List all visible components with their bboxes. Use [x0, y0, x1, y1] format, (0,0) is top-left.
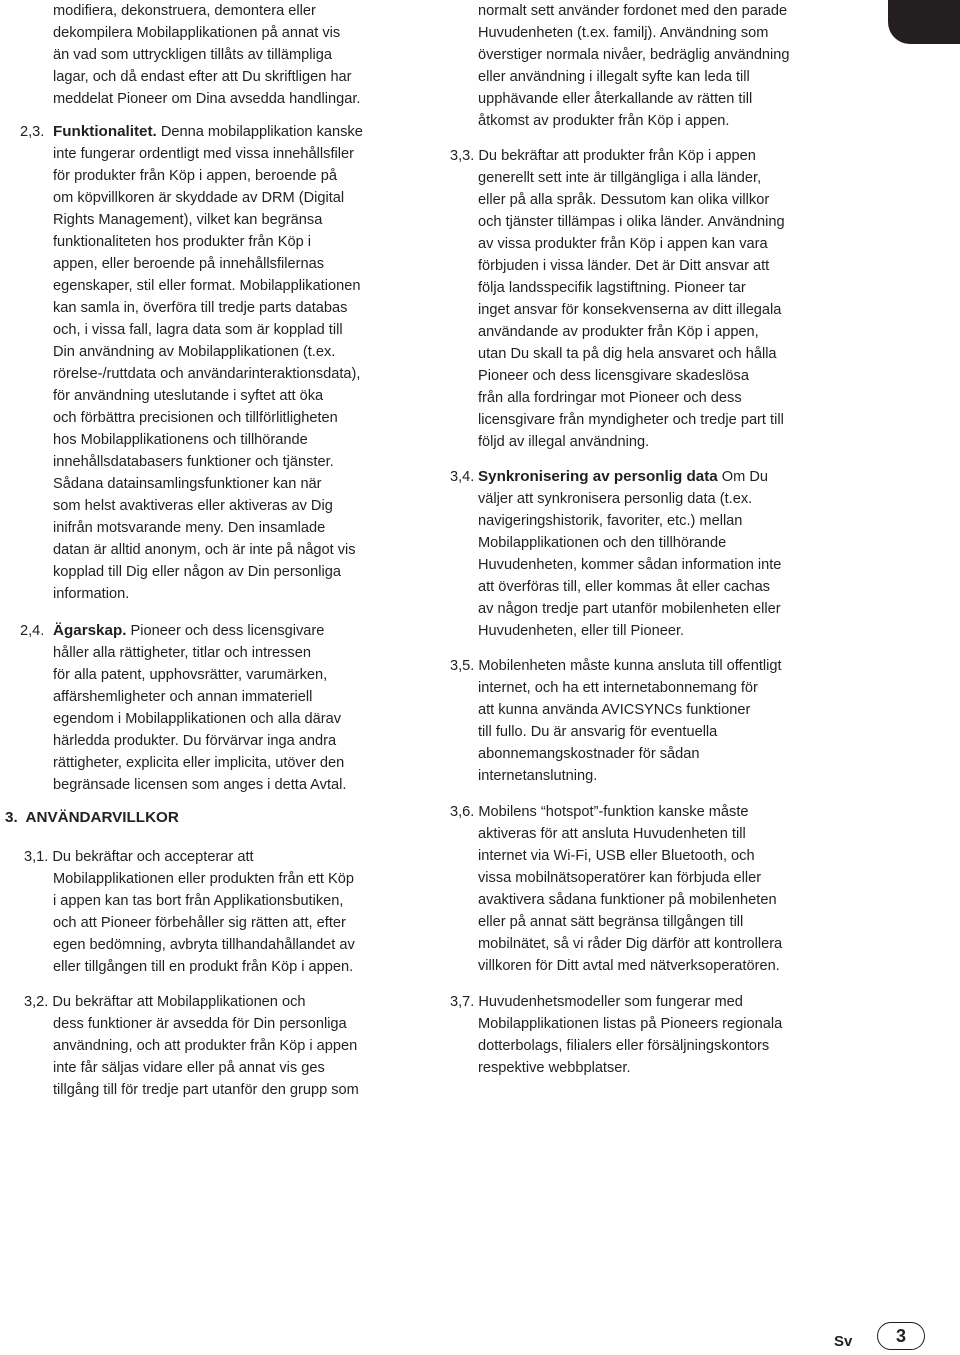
section-3-3-line: följa landsspecifik lagstiftning. Pioneer tar — [478, 280, 746, 296]
section-2-3-line: rörelse-/ruttdata och användarinteraktionsdata), — [53, 366, 361, 382]
section-2-4-line: egendom i Mobilapplikationen och alla därav — [53, 711, 342, 727]
section-2-3-line: funktionaliteten hos produkter från Köp i — [53, 234, 311, 250]
section-3-6-line: internet via Wi-Fi, USB eller Bluetooth, och — [478, 848, 755, 864]
section-3-4-line: av någon tredje part utanför mobilenheten eller — [478, 601, 781, 617]
section-3-3-line: och tjänster tillämpas i olika länder. Användning — [478, 214, 785, 230]
section-number: 2,4. — [20, 623, 45, 639]
section-2-3-line: för produkter från Köp i appen, beroende på — [53, 168, 337, 184]
section-2-3-line: som helst avaktiveras eller aktiveras av Dig — [53, 498, 333, 514]
section-2-3-line: inifrån motsvarande meny. Den insamlade — [53, 520, 326, 536]
section-3-4-line: att överföras till, eller kommas åt eller cachas — [478, 579, 770, 595]
section-2-4-line: begränsade licensen som anges i detta Avtal. — [53, 777, 347, 793]
section-3-1-line: egen bedömning, avbryta tillhandahållandet av — [53, 937, 355, 953]
section-3-5-line: abonnemangskostnader för sådan — [478, 746, 700, 762]
section-text: Pioneer och dess licensgivare — [126, 623, 325, 639]
intro-line: lagar, och då endast efter att Du skriftligen har — [53, 69, 352, 85]
section-3-7-first-line: 3,7. Huvudenhetsmodeller som fungerar med — [450, 994, 743, 1010]
section-3-1-line: och att Pioneer förbehåller sig rätten att, efter — [53, 915, 346, 931]
section-2-3-line: för användning uteslutande i syftet att öka — [53, 388, 324, 404]
section-text: Om Du — [717, 469, 768, 485]
section-title: Ägarskap. — [53, 622, 127, 639]
section-3-4-line: Huvudenheten, eller till Pioneer. — [478, 623, 685, 639]
section-3-6-line: mobilnätet, så vi råder Dig därför att kontrollera — [478, 936, 783, 952]
section-3-5-line: till fullo. Du är ansvarig för eventuella — [478, 724, 718, 740]
intro-line: än vad som uttryckligen tillåts av tillämpliga — [53, 47, 333, 63]
section-3-1-line: Mobilapplikationen eller produkten från ett Köp — [53, 871, 354, 887]
section-3-5-line: internet, och ha ett internetabonnemang för — [478, 680, 758, 696]
section-3-6-first-line: 3,6. Mobilens “hotspot”-funktion kanske måste — [450, 804, 749, 820]
section-3-2-line: tillgång till för tredje part utanför den grupp som — [53, 1082, 359, 1098]
section-3-5-line: internetanslutning. — [478, 768, 598, 784]
section-3-3-line: licensgivare från myndigheter och tredje part till — [478, 412, 784, 428]
section-3-3-line: förbjuden i vissa länder. Det är Ditt ansvar att — [478, 258, 770, 274]
section-3-3-line: eller på alla språk. Dessutom kan olika villkor — [478, 192, 770, 208]
section-2-3-line: Sådana datainsamlingsfunktioner kan när — [53, 476, 322, 492]
section-3-2-line: inte får säljas vidare eller på annat vis ges — [53, 1060, 325, 1076]
intro-line: meddelat Pioneer om Dina avsedda handlingar. — [53, 91, 361, 107]
section-2-3-line: innehållsdatabasers funktioner och tjänster. — [53, 454, 334, 470]
continued-line: eller användning i illegalt syfte kan leda till — [478, 69, 750, 85]
section-2-3-line: inte fungerar ordentligt med vissa innehållsfiler — [53, 146, 354, 162]
section-number: 3,4. — [450, 469, 475, 485]
section-2-3-line: kan samla in, överföra till tredje parts databas — [53, 300, 348, 316]
section-3-3-line: generellt sett inte är tillgängliga i alla länder, — [478, 170, 762, 186]
section-number: 2,3. — [20, 124, 45, 140]
section-2-3-line: information. — [53, 586, 130, 602]
continued-line: överstiger normala nivåer, bedräglig användning — [478, 47, 790, 63]
section-first-line — [20, 620, 324, 642]
section-3-3-line: utan Du skall ta på dig hela ansvaret och hålla — [478, 346, 777, 362]
section-3-4-line: navigeringshistorik, favoriter, etc.) mellan — [478, 513, 743, 529]
section-2-3-line: Din användning av Mobilapplikationen (t.ex. — [53, 344, 336, 360]
intro-line: dekompilera Mobilapplikationen på annat vis — [53, 25, 341, 41]
section-3-7-line: Mobilapplikationen listas på Pioneers regionala — [478, 1016, 783, 1032]
section-3-3-line: från alla fordringar mot Pioneer och dess — [478, 390, 742, 406]
section-3-3-first-line: 3,3. Du bekräftar att produkter från Köp i appen — [450, 148, 756, 164]
section-3-4-line: väljer att synkronisera personlig data (t.ex. — [478, 491, 753, 507]
section-3-3-line: Pioneer och dess licensgivare skadeslösa — [478, 368, 749, 384]
page-number: 3 — [877, 1322, 925, 1350]
section-3-1-first-line: 3,1. Du bekräftar och accepterar att — [24, 849, 254, 865]
section-3-6-line: eller på annat sätt begränsa tillgången till — [478, 914, 744, 930]
section-2-3-line: appen, eller beroende på innehållsfilernas — [53, 256, 324, 272]
section-3-6-line: avaktivera sådana funktioner på mobilenheten — [478, 892, 777, 908]
section-2-3-line: datan är alltid anonym, och är inte på något vis — [53, 542, 356, 558]
section-2-3-line: hos Mobilapplikationens och tillhörande — [53, 432, 308, 448]
section-3-4-line: Mobilapplikationen och den tillhörande — [478, 535, 727, 551]
section-2-3-line: kopplad till Dig eller någon av Din personliga — [53, 564, 341, 580]
section-3-2-line: dess funktioner är avsedda för Din personliga — [53, 1016, 347, 1032]
section-3-3-line: användande av produkter från Köp i appen, — [478, 324, 759, 340]
section-3-6-line: aktiveras för att ansluta Huvudenheten till — [478, 826, 746, 842]
section-2-3-line: om köpvillkoren är skyddade av DRM (Digital — [53, 190, 345, 206]
section-title: Synkronisering av personlig data — [478, 468, 718, 485]
section-2-4-line: rättigheter, explicita eller implicita, utöver den — [53, 755, 345, 771]
section-text: Denna mobilapplikation kanske — [156, 124, 363, 140]
section-3-heading: 3. ANVÄNDARVILLKOR — [5, 809, 179, 826]
section-3-3-line: inget ansvar för konsekvenserna av ditt illegala — [478, 302, 782, 318]
section-3-2-first-line: 3,2. Du bekräftar att Mobilapplikationen och — [24, 994, 306, 1010]
section-3-1-line: i appen kan tas bort från Applikationsbutiken, — [53, 893, 344, 909]
section-3-4-line: Huvudenheten, kommer sådan information inte — [478, 557, 782, 573]
intro-line: modifiera, dekonstruera, demontera eller — [53, 3, 316, 19]
section-3-6-line: vissa mobilnätsoperatörer kan förbjuda eller — [478, 870, 762, 886]
section-3-3-line: följd av illegal användning. — [478, 434, 650, 450]
section-first-line — [20, 121, 363, 143]
section-3-6-line: villkoren för Ditt avtal med nätverksoperatören. — [478, 958, 780, 974]
section-2-3-line: Rights Management), vilket kan begränsa — [53, 212, 323, 228]
continued-line: Huvudenheten (t.ex. familj). Användning som — [478, 25, 769, 41]
continued-line: åtkomst av produkter från Köp i appen. — [478, 113, 730, 129]
section-3-2-line: användning, och att produkter från Köp i appen — [53, 1038, 358, 1054]
section-2-4-line: affärshemligheter och annan immateriell — [53, 689, 313, 705]
section-3-5-first-line: 3,5. Mobilenheten måste kunna ansluta till offentligt — [450, 658, 782, 674]
section-3-7-line: dotterbolags, filialers eller försäljningskontors — [478, 1038, 770, 1054]
section-2-3-line: och, i vissa fall, lagra data som är kopplad till — [53, 322, 343, 338]
language-label: Sv — [834, 1333, 853, 1350]
continued-line: normalt sett använder fordonet med den parade — [478, 3, 788, 19]
section-3-1-line: eller tillgången till en produkt från Köp i appen. — [53, 959, 354, 975]
section-2-3-line: och förbättra precisionen och tillförlitligheten — [53, 410, 338, 426]
section-3-5-line: att kunna använda AVICSYNCs funktioner — [478, 702, 751, 718]
section-2-4-line: håller alla rättigheter, titlar och intressen — [53, 645, 311, 661]
section-first-line — [450, 466, 768, 488]
section-2-3-line: egenskaper, stil eller format. Mobilapplikationen — [53, 278, 361, 294]
section-2-4-line: härledda produkter. Du förvärvar inga andra — [53, 733, 337, 749]
section-3-7-line: respektive webbplatser. — [478, 1060, 631, 1076]
continued-line: upphävande eller återkallande av rätten till — [478, 91, 753, 107]
section-title: Funktionalitet. — [53, 123, 157, 140]
section-2-4-line: för alla patent, upphovsrätter, varumärken, — [53, 667, 328, 683]
section-3-3-line: av vissa produkter från Köp i appen kan vara — [478, 236, 768, 252]
section-tab-marker — [888, 0, 960, 44]
